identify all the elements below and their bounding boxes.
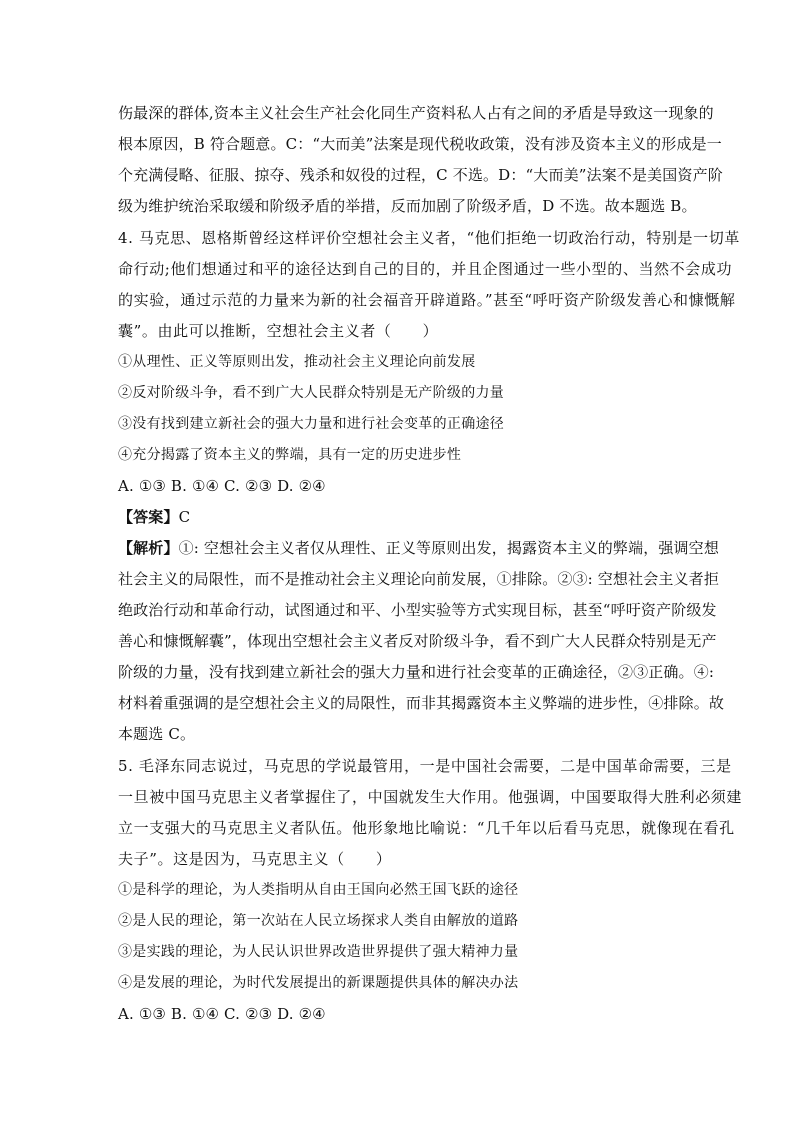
- q4-option: ③没有找到建立新社会的强大力量和进行社会变革的正确途径: [118, 416, 505, 432]
- q4-stem-line: 4. 马克思、恩格斯曾经这样评价空想社会主义者，“他们拒绝一切政治行动，特别是一切革: [118, 229, 740, 247]
- prev-analysis-line: 根本原因，B 符合题意。C：“大而美”法案是现代税收政策，没有涉及资本主义的形成是一: [118, 135, 722, 153]
- q4-analysis-line: 善心和慷慨解囊”，体现出空想社会主义者反对阶级斗争，看不到广大人民群众特别是无产: [118, 632, 717, 650]
- q4-analysis-line: 绝政治行动和革命行动，试图通过和平、小型实验等方式实现目标，甚至“呼吁资产阶级发: [118, 601, 717, 619]
- q4-analysis-line: 社会主义的局限性，而不是推动社会主义理论向前发展，①排除。②③: 空想社会主义者拒: [118, 570, 719, 588]
- analysis-label: 【解析】: [118, 539, 179, 557]
- q4-analysis-line: 本题选 C。: [118, 725, 196, 743]
- q4-option: ②反对阶级斗争，看不到广大人民群众特别是无产阶级的力量: [118, 385, 505, 401]
- q5-stem-line: 夫子”。这是因为，马克思主义（ ）: [118, 850, 392, 868]
- answer-value: C: [178, 508, 191, 526]
- analysis-text: ①: 空想社会主义者仅从理性、正义等原则出发，揭露资本主义的弊端，强调空想: [178, 539, 719, 557]
- q4-analysis-line: 材料着重强调的是空想社会主义的局限性，而非其揭露资本主义弊端的进步性，④排除。故: [118, 694, 725, 712]
- q5-option: ③是实践的理论，为人民认识世界改造世界提供了强大精神力量: [118, 944, 519, 960]
- q4-analysis-line: 阶级的力量，没有找到建立新社会的强大力量和进行社会变革的正确途径，②③正确。④:: [118, 663, 715, 681]
- q4-stem-line: 的实验，通过示范的力量来为新的社会福音开辟道路。”甚至“呼吁资产阶级发善心和慷慨解: [118, 291, 736, 309]
- q5-option: ①是科学的理论，为人类指明从自由王国向必然王国飞跃的途径: [118, 882, 519, 898]
- q4-stem-line: 囊”。由此可以推断，空想社会主义者（ ）: [118, 322, 439, 340]
- prev-analysis-line: 级为维护统治采取缓和阶级矛盾的举措，反而加剧了阶级矛盾，D 不选。故本题选 B。: [118, 197, 697, 215]
- q4-choices: A. ①③ B. ①④ C. ②③ D. ②④: [118, 477, 326, 495]
- q4-option: ④充分揭露了资本主义的弊端，具有一定的历史进步性: [118, 447, 462, 463]
- q5-stem-line: 5. 毛泽东同志说过，马克思的学说最管用，一是中国社会需要，二是中国革命需要，三是: [118, 757, 732, 775]
- q4-answer: [118, 507, 678, 527]
- prev-analysis-line: 个充满侵略、征服、掠夺、残杀和奴役的过程，C 不选。D：“大而美”法案不是美国资产阶: [118, 166, 723, 184]
- answer-label: 【答案】: [118, 508, 179, 526]
- q4-option: ①从理性、正义等原则出发，推动社会主义理论向前发展: [118, 354, 476, 370]
- q5-stem-line: 一旦被中国马克思主义者掌握住了，中国就发生大作用。他强调，中国要取得大胜利必须建: [118, 788, 743, 806]
- q5-option: ④是发展的理论，为时代发展提出的新课题提供具体的解决办法: [118, 975, 519, 991]
- q5-stem-line: 立一支强大的马克思主义者队伍。他形象地比喻说：“几千年以后看马克思，就像现在看孔: [118, 819, 735, 837]
- prev-analysis-line: 伤最深的群体,资本主义社会生产社会化同生产资料私人占有之间的矛盾是导致这一现象的: [118, 104, 714, 122]
- q4-stem-line: 命行动;他们想通过和平的途径达到自己的目的，并且企图通过一些小型的、当然不会成功: [118, 260, 733, 278]
- q5-option: ②是人民的理论，第一次站在人民立场探求人类自由解放的道路: [118, 913, 519, 929]
- q5-choices: A. ①③ B. ①④ C. ②③ D. ②④: [118, 1005, 326, 1023]
- q4-analysis-line: [118, 538, 719, 558]
